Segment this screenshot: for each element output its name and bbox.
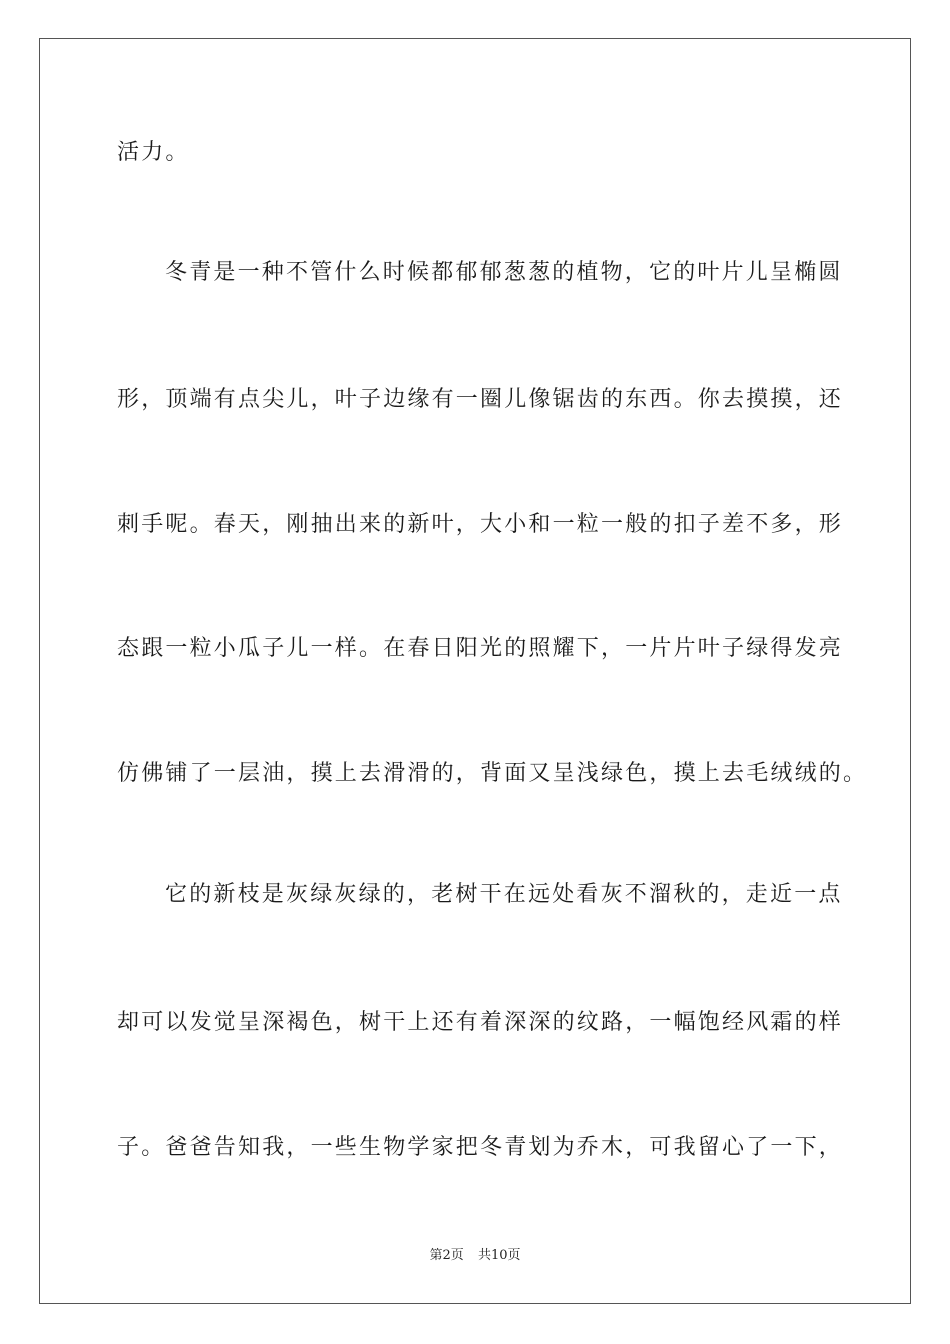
text-line: 形，顶端有点尖儿，叶子边缘有一圈儿像锯齿的东西。你去摸摸，还 bbox=[117, 387, 844, 412]
paragraph-start-line: 冬青是一种不管什么时候都郁郁葱葱的植物，它的叶片儿呈椭圆 bbox=[165, 260, 843, 285]
text-line: 子。爸爸告知我，一些生物学家把冬青划为乔木，可我留心了一下， bbox=[117, 1135, 844, 1160]
text-line: 仿佛铺了一层油，摸上去滑滑的，背面又呈浅绿色，摸上去毛绒绒的。 bbox=[117, 761, 868, 786]
page-border bbox=[39, 38, 911, 1304]
text-line: 却可以发觉呈深褐色，树干上还有着深深的纹路，一幅饱经风霜的样 bbox=[117, 1010, 844, 1035]
text-line: 活力。 bbox=[117, 140, 190, 165]
text-line: 态跟一粒小瓜子儿一样。在春日阳光的照耀下，一片片叶子绿得发亮 bbox=[117, 636, 844, 661]
text-line: 刺手呢。春天，刚抽出来的新叶，大小和一粒一般的扣子差不多，形 bbox=[117, 512, 844, 537]
page-footer bbox=[0, 1247, 950, 1265]
page-number: 第2页 bbox=[429, 1248, 464, 1263]
page-total: 共10页 bbox=[477, 1248, 521, 1263]
paragraph-start-line: 它的新枝是灰绿灰绿的，老树干在远处看灰不溜秋的，走近一点 bbox=[165, 882, 843, 907]
